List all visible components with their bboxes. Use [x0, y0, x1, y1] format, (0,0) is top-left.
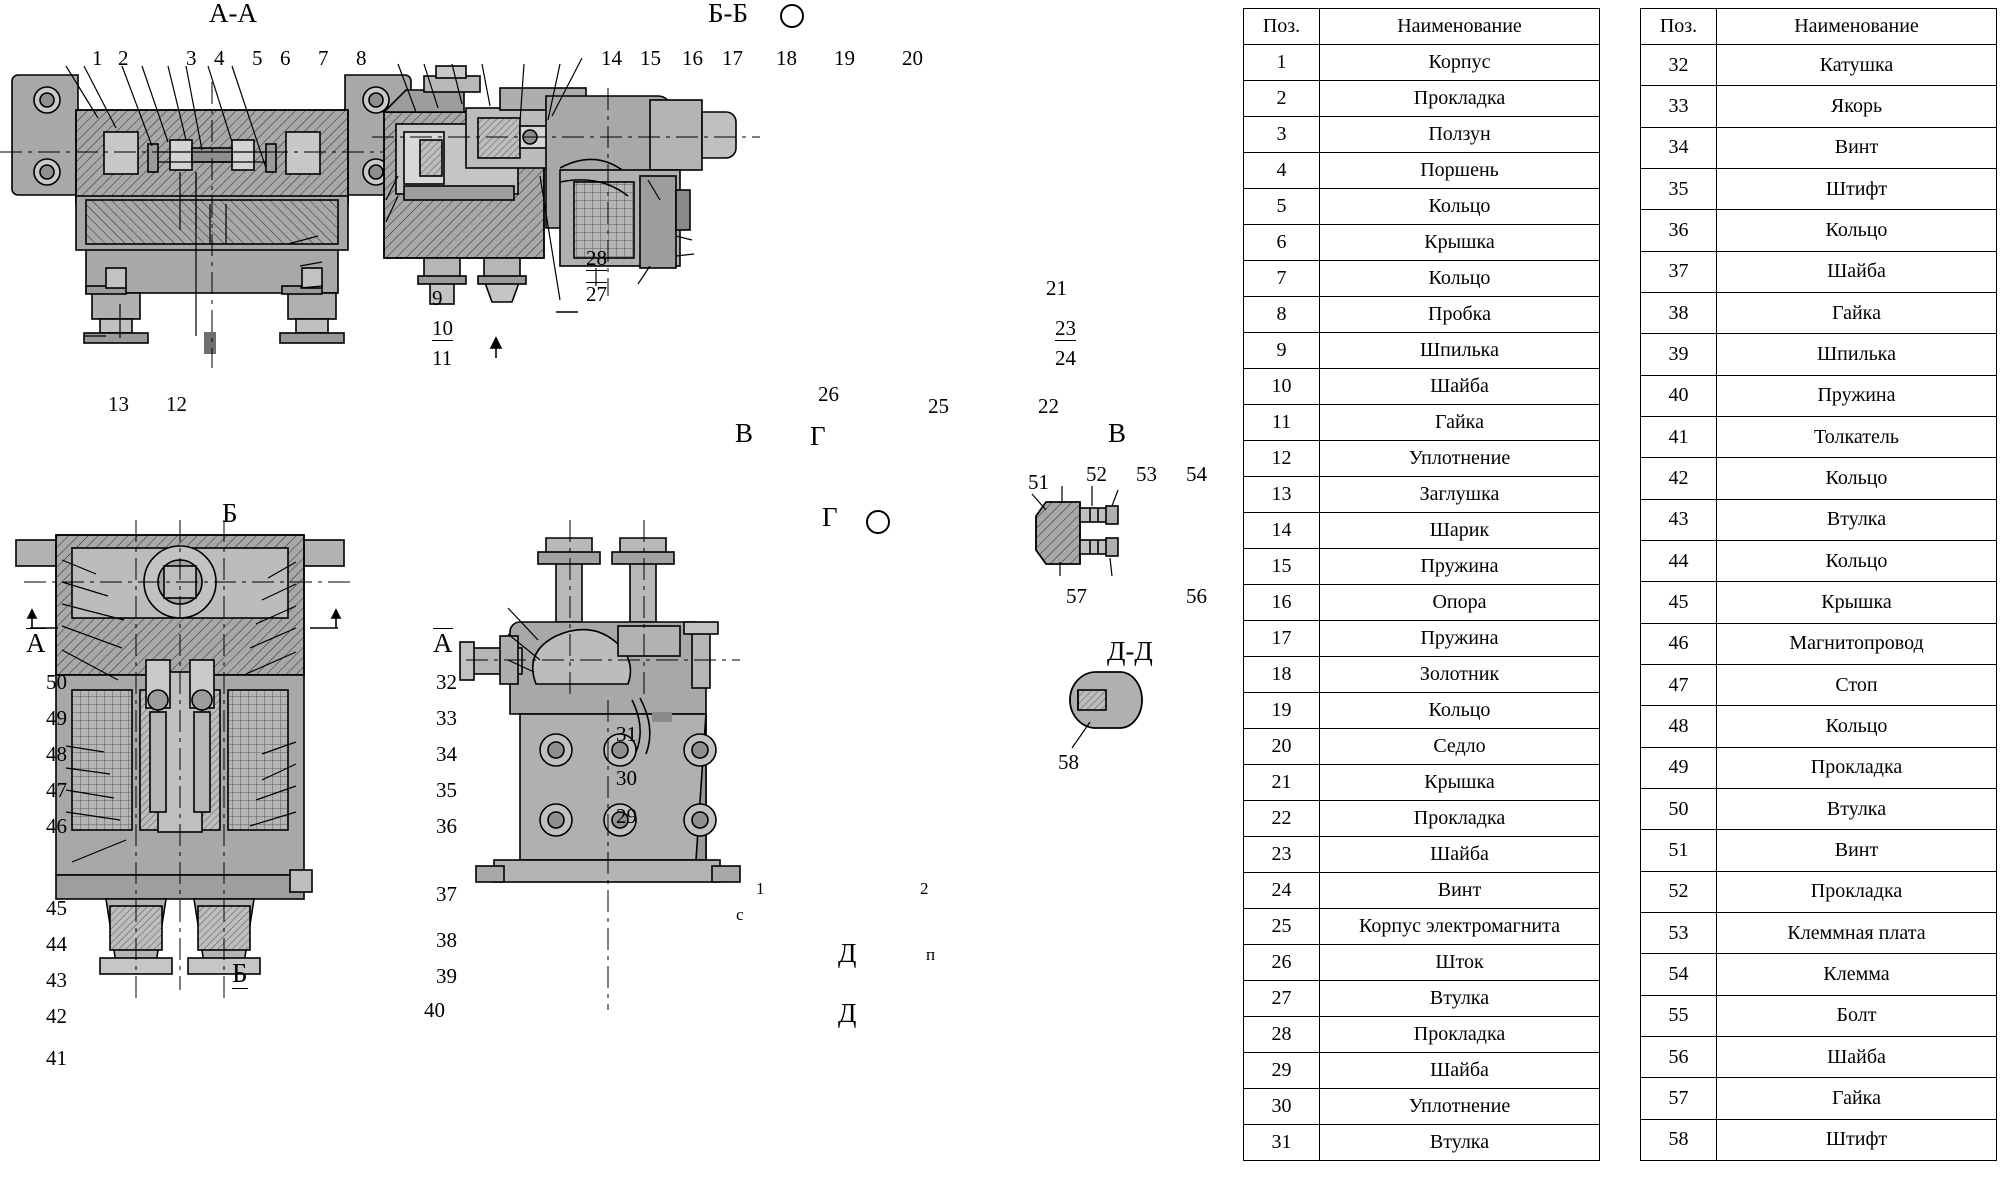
cell-name: Штифт [1717, 1119, 1997, 1160]
callout-v-51: 51 [1028, 470, 1049, 494]
callout-b-46: 46 [46, 814, 67, 838]
cell-name: Кольцо [1320, 189, 1600, 225]
section-arrow-g: Г [810, 421, 826, 451]
callout-bb-16: 16 [682, 46, 703, 70]
section-mark-a-right: А [433, 628, 453, 658]
cell-pos: 42 [1641, 458, 1717, 499]
callout-bb-23: 23 [1055, 316, 1076, 340]
table-row [1244, 117, 1600, 153]
callout-aa-5: 5 [252, 46, 263, 70]
table-row [1244, 1125, 1600, 1161]
callout-bb-24: 24 [1055, 346, 1076, 370]
callout-bb-15: 15 [640, 46, 661, 70]
cell-pos: 24 [1244, 873, 1320, 909]
cell-name: Шайба [1320, 1053, 1600, 1089]
table-row [1641, 251, 1997, 292]
callout-bb-21: 21 [1046, 276, 1067, 300]
cell-name: Пружина [1320, 621, 1600, 657]
callout-v-52: 52 [1086, 462, 1107, 486]
cell-name: Кольцо [1320, 261, 1600, 297]
cell-pos: 2 [1244, 81, 1320, 117]
cell-name: Втулка [1320, 981, 1600, 1017]
table-row [1244, 477, 1600, 513]
cell-pos: 20 [1244, 729, 1320, 765]
table-row [1244, 693, 1600, 729]
table-row [1641, 954, 1997, 995]
cell-pos: 37 [1641, 251, 1717, 292]
table-row [1244, 261, 1600, 297]
cell-name: Опора [1320, 585, 1600, 621]
cell-pos: 47 [1641, 664, 1717, 705]
table-row [1641, 168, 1997, 209]
cell-pos: 44 [1641, 540, 1717, 581]
cell-pos: 31 [1244, 1125, 1320, 1161]
view-title-aa: А-А [209, 0, 257, 28]
cell-pos: 9 [1244, 333, 1320, 369]
callout-b-37: 37 [436, 882, 457, 906]
table-row [1641, 830, 1997, 871]
cell-name: Кольцо [1717, 210, 1997, 251]
table-row [1244, 729, 1600, 765]
callout-bb-17: 17 [722, 46, 743, 70]
cell-pos: 15 [1244, 549, 1320, 585]
callout-b-45: 45 [46, 896, 67, 920]
cell-name: Шайба [1717, 1036, 1997, 1077]
table-row [1244, 945, 1600, 981]
callout-aa-2: 2 [118, 46, 129, 70]
cell-name: Шайба [1717, 251, 1997, 292]
parts-table-right [1640, 8, 1997, 1161]
section-mark-d-top: Д [838, 938, 857, 968]
table-row [1641, 706, 1997, 747]
cell-name: Ползун [1320, 117, 1600, 153]
callout-bb-28: 28 [586, 246, 607, 270]
cell-pos: 29 [1244, 1053, 1320, 1089]
cell-name: Гайка [1717, 292, 1997, 333]
table-row [1641, 45, 1997, 86]
cell-name: Прокладка [1320, 81, 1600, 117]
view-title-bb: Б-Б [708, 0, 748, 28]
section-mark-v: В [735, 418, 754, 448]
cell-pos: 41 [1641, 416, 1717, 457]
table-row [1244, 837, 1600, 873]
cell-pos: 3 [1244, 117, 1320, 153]
table-row [1244, 549, 1600, 585]
section-mark-b-bottom: Б [232, 958, 248, 988]
cell-name: Гайка [1320, 405, 1600, 441]
table-row [1244, 1053, 1600, 1089]
cell-pos: 32 [1641, 45, 1717, 86]
cell-name: Шайба [1320, 369, 1600, 405]
cell-pos: 14 [1244, 513, 1320, 549]
port-mark-2: 2 [920, 879, 929, 898]
view-bb-scale-circle [780, 4, 804, 28]
cell-name: Пружина [1717, 375, 1997, 416]
table-header-row [1244, 9, 1600, 45]
table-row [1244, 981, 1600, 1017]
cell-pos: 22 [1244, 801, 1320, 837]
callout-bb-22: 22 [1038, 394, 1059, 418]
cell-name: Корпус [1320, 45, 1600, 81]
callout-bb-25: 25 [928, 394, 949, 418]
table-row [1641, 747, 1997, 788]
callout-bb-26: 26 [818, 382, 839, 406]
cell-name: Уплотнение [1320, 441, 1600, 477]
table-row [1244, 369, 1600, 405]
callout-b-32: 32 [436, 670, 457, 694]
callout-aa-13: 13 [108, 392, 129, 416]
cell-pos: 55 [1641, 995, 1717, 1036]
cell-pos: 35 [1641, 168, 1717, 209]
cell-name: Штифт [1717, 168, 1997, 209]
cell-pos: 39 [1641, 334, 1717, 375]
cell-name: Кольцо [1717, 458, 1997, 499]
table-row [1641, 334, 1997, 375]
table-row [1641, 1078, 1997, 1119]
table-row [1244, 81, 1600, 117]
cell-name: Шток [1320, 945, 1600, 981]
cell-name: Пружина [1320, 549, 1600, 585]
callout-bb-27: 27 [586, 282, 607, 306]
cell-pos: 19 [1244, 693, 1320, 729]
cell-pos: 12 [1244, 441, 1320, 477]
cell-name: Клеммная плата [1717, 912, 1997, 953]
cell-name: Втулка [1320, 1125, 1600, 1161]
table-row [1244, 333, 1600, 369]
parts-table-left [1243, 8, 1600, 1161]
table-row [1244, 585, 1600, 621]
view-title-g: Г [822, 502, 838, 532]
cell-name: Шарик [1320, 513, 1600, 549]
cell-name: Корпус электромагнита [1320, 909, 1600, 945]
cell-pos: 10 [1244, 369, 1320, 405]
callout-b-34: 34 [436, 742, 457, 766]
cell-name: Гайка [1717, 1078, 1997, 1119]
cell-pos: 23 [1244, 837, 1320, 873]
cell-name: Уплотнение [1320, 1089, 1600, 1125]
table-row [1244, 1017, 1600, 1053]
port-mark-p: п [926, 945, 936, 964]
callout-bb-14: 14 [601, 46, 622, 70]
table-row [1641, 416, 1997, 457]
cell-pos: 45 [1641, 582, 1717, 623]
table-row [1244, 45, 1600, 81]
cell-pos: 26 [1244, 945, 1320, 981]
callout-aa-11: 11 [432, 346, 453, 370]
callout-v-53: 53 [1136, 462, 1157, 486]
callout-aa-7: 7 [318, 46, 329, 70]
cell-name: Винт [1320, 873, 1600, 909]
callout-aa-10: 10 [432, 316, 453, 340]
table-row [1244, 405, 1600, 441]
section-mark-d-bottom: Д [838, 998, 857, 1028]
cell-name: Крышка [1717, 582, 1997, 623]
table-row [1244, 873, 1600, 909]
table-row [1641, 292, 1997, 333]
header-name: Наименование [1717, 9, 1997, 45]
cell-pos: 5 [1244, 189, 1320, 225]
cell-pos: 52 [1641, 871, 1717, 912]
cell-pos: 4 [1244, 153, 1320, 189]
cell-pos: 1 [1244, 45, 1320, 81]
callout-b-41: 41 [46, 1046, 67, 1070]
callout-aa-4: 4 [214, 46, 225, 70]
cell-name: Прокладка [1717, 747, 1997, 788]
cell-pos: 36 [1641, 210, 1717, 251]
table-row [1641, 127, 1997, 168]
cell-name: Втулка [1717, 499, 1997, 540]
cell-pos: 38 [1641, 292, 1717, 333]
view-aa-geometry [0, 75, 420, 368]
detail-v-geometry [1036, 502, 1118, 564]
cell-pos: 58 [1641, 1119, 1717, 1160]
cell-name: Поршень [1320, 153, 1600, 189]
callout-g-30: 30 [616, 766, 637, 790]
cell-pos: 8 [1244, 297, 1320, 333]
view-title-dd: Д-Д [1107, 636, 1153, 666]
table-row [1641, 623, 1997, 664]
header-name: Наименование [1320, 9, 1600, 45]
callout-aa-3: 3 [186, 46, 197, 70]
port-mark-1: 1 [756, 879, 765, 898]
parts-table-right-body [1641, 45, 1997, 1161]
cell-name: Стоп [1717, 664, 1997, 705]
table-header-row [1641, 9, 1997, 45]
cell-pos: 25 [1244, 909, 1320, 945]
table-row [1244, 153, 1600, 189]
cell-pos: 34 [1641, 127, 1717, 168]
cell-pos: 16 [1244, 585, 1320, 621]
cell-pos: 54 [1641, 954, 1717, 995]
cell-name: Клемма [1717, 954, 1997, 995]
detail-dd-geometry [1070, 672, 1142, 728]
table-row [1641, 86, 1997, 127]
cell-name: Седло [1320, 729, 1600, 765]
section-mark-a-left: А [26, 628, 46, 658]
cell-pos: 56 [1641, 1036, 1717, 1077]
cell-name: Магнитопровод [1717, 623, 1997, 664]
cell-name: Прокладка [1717, 871, 1997, 912]
cell-name: Шпилька [1717, 334, 1997, 375]
callout-b-39: 39 [436, 964, 457, 988]
cell-pos: 30 [1244, 1089, 1320, 1125]
callout-b-33: 33 [436, 706, 457, 730]
table-row [1244, 657, 1600, 693]
cell-name: Болт [1717, 995, 1997, 1036]
cell-name: Прокладка [1320, 1017, 1600, 1053]
table-row [1244, 441, 1600, 477]
callout-b-36: 36 [436, 814, 457, 838]
table-row [1641, 912, 1997, 953]
callout-b-40: 40 [424, 998, 445, 1022]
header-pos: Поз. [1244, 9, 1320, 45]
cell-pos: 57 [1641, 1078, 1717, 1119]
header-pos: Поз. [1641, 9, 1717, 45]
table-row [1641, 458, 1997, 499]
table-row [1641, 1036, 1997, 1077]
callout-b-50: 50 [46, 670, 67, 694]
cell-pos: 28 [1244, 1017, 1320, 1053]
parts-tables [1243, 8, 1997, 1161]
cell-name: Заглушка [1320, 477, 1600, 513]
callout-aa-8: 8 [356, 46, 367, 70]
cell-name: Катушка [1717, 45, 1997, 86]
callout-b-44: 44 [46, 932, 67, 956]
table-row [1641, 499, 1997, 540]
cell-pos: 43 [1641, 499, 1717, 540]
callout-aa-12: 12 [166, 392, 187, 416]
callout-b-43: 43 [46, 968, 67, 992]
callout-bb-20: 20 [902, 46, 923, 70]
callout-b-42: 42 [46, 1004, 67, 1028]
view-title-b: Б [222, 498, 238, 528]
parts-table-left-body [1244, 45, 1600, 1161]
table-row [1641, 995, 1997, 1036]
cell-pos: 40 [1641, 375, 1717, 416]
table-row [1641, 788, 1997, 829]
callout-b-49: 49 [46, 706, 67, 730]
table-row [1641, 375, 1997, 416]
table-row [1244, 621, 1600, 657]
callout-bb-19: 19 [834, 46, 855, 70]
table-row [1244, 1089, 1600, 1125]
callout-g-29: 29 [616, 804, 637, 828]
table-row [1244, 909, 1600, 945]
cell-name: Винт [1717, 127, 1997, 168]
callout-b-35: 35 [436, 778, 457, 802]
cell-name: Шайба [1320, 837, 1600, 873]
cell-pos: 27 [1244, 981, 1320, 1017]
cell-name: Крышка [1320, 225, 1600, 261]
cell-pos: 6 [1244, 225, 1320, 261]
callout-b-47: 47 [46, 778, 67, 802]
callout-aa-1: 1 [92, 46, 103, 70]
callout-aa-6: 6 [280, 46, 291, 70]
callout-dd-58: 58 [1058, 750, 1079, 774]
table-row [1244, 765, 1600, 801]
cell-name: Золотник [1320, 657, 1600, 693]
view-title-v: В [1108, 418, 1127, 448]
cell-name: Винт [1717, 830, 1997, 871]
callout-b-48: 48 [46, 742, 67, 766]
cell-name: Якорь [1717, 86, 1997, 127]
cell-pos: 50 [1641, 788, 1717, 829]
cell-name: Кольцо [1320, 693, 1600, 729]
callout-v-56: 56 [1186, 584, 1207, 608]
table-row [1641, 210, 1997, 251]
cell-name: Пробка [1320, 297, 1600, 333]
cell-name: Крышка [1320, 765, 1600, 801]
cell-pos: 46 [1641, 623, 1717, 664]
callout-v-54: 54 [1186, 462, 1207, 486]
cell-pos: 49 [1641, 747, 1717, 788]
cell-pos: 17 [1244, 621, 1320, 657]
callout-b-38: 38 [436, 928, 457, 952]
view-bb-geometry [372, 66, 760, 304]
cell-pos: 13 [1244, 477, 1320, 513]
cell-name: Толкатель [1717, 416, 1997, 457]
cell-pos: 33 [1641, 86, 1717, 127]
cell-name: Прокладка [1320, 801, 1600, 837]
cell-name: Кольцо [1717, 540, 1997, 581]
cell-pos: 21 [1244, 765, 1320, 801]
view-g-geometry [460, 520, 740, 1010]
callout-g-31: 31 [616, 722, 637, 746]
port-mark-s: с [736, 905, 744, 924]
table-row [1641, 664, 1997, 705]
table-row [1244, 513, 1600, 549]
cell-pos: 11 [1244, 405, 1320, 441]
callout-bb-18: 18 [776, 46, 797, 70]
table-row [1244, 189, 1600, 225]
table-row [1641, 582, 1997, 623]
table-row [1641, 540, 1997, 581]
cell-pos: 51 [1641, 830, 1717, 871]
table-row [1641, 871, 1997, 912]
cell-name: Кольцо [1717, 706, 1997, 747]
table-row [1244, 297, 1600, 333]
cell-pos: 7 [1244, 261, 1320, 297]
table-row [1244, 225, 1600, 261]
callout-v-57: 57 [1066, 584, 1087, 608]
cell-pos: 48 [1641, 706, 1717, 747]
view-g-scale-circle [866, 510, 890, 534]
table-row [1244, 801, 1600, 837]
cell-name: Втулка [1717, 788, 1997, 829]
callout-aa-9: 9 [432, 286, 443, 310]
cell-name: Шпилька [1320, 333, 1600, 369]
cell-pos: 18 [1244, 657, 1320, 693]
table-row [1641, 1119, 1997, 1160]
cell-pos: 53 [1641, 912, 1717, 953]
